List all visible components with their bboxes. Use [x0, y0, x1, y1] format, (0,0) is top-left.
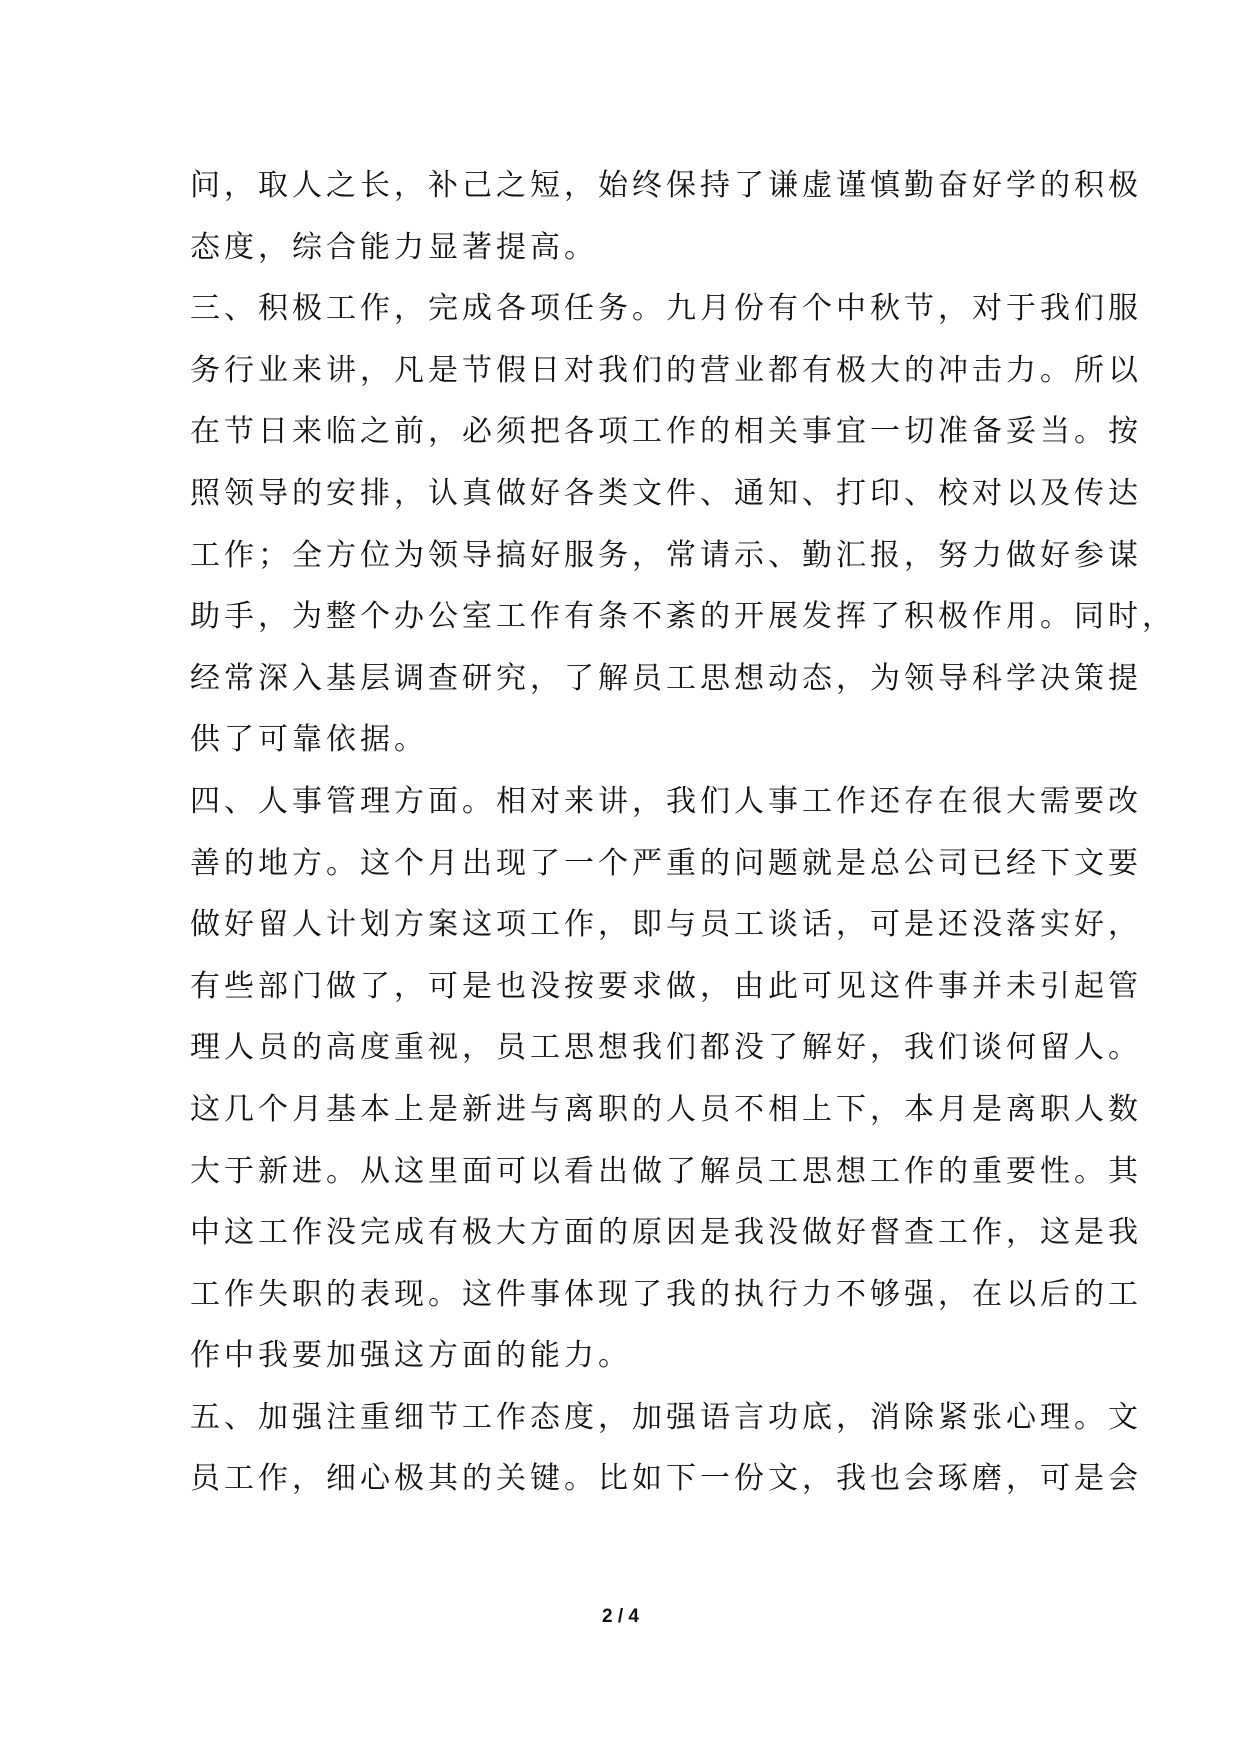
- text-line: 态度，综合能力显著提高。: [190, 229, 598, 265]
- text-line: 在节日来临之前，必须把各项工作的相关事宜一切准备妥当。按: [190, 414, 1142, 450]
- text-line: 工作失职的表现。这件事体现了我的执行力不够强，在以后的工: [190, 1276, 1142, 1312]
- text-line: 务行业来讲，凡是节假日对我们的营业都有极大的冲击力。所以: [190, 352, 1142, 388]
- text-line: 大于新进。从这里面可以看出做了解员工思想工作的重要性。其: [190, 1153, 1142, 1189]
- text-line: 中这工作没完成有极大方面的原因是我没做好督查工作，这是我: [190, 1215, 1142, 1251]
- text-line: 理人员的高度重视，员工思想我们都没了解好，我们谈何留人。: [190, 1030, 1142, 1066]
- text-line: 这几个月基本上是新进与离职的人员不相上下，本月是离职人数: [190, 1091, 1142, 1127]
- text-line: 员工作，细心极其的关键。比如下一份文，我也会琢磨，可是会: [190, 1461, 1142, 1497]
- text-line: 善的地方。这个月出现了一个严重的问题就是总公司已经下文要: [190, 845, 1142, 881]
- text-line: 四、人事管理方面。相对来讲，我们人事工作还存在很大需要改: [190, 783, 1142, 819]
- body-text: [190, 155, 1176, 1510]
- text-line: 供了可靠依据。: [190, 722, 428, 758]
- text-line: 五、加强注重细节工作态度，加强语言功底，消除紧张心理。文: [190, 1399, 1142, 1435]
- text-line: 做好留人计划方案这项工作，即与员工谈话，可是还没落实好，: [190, 907, 1142, 943]
- text-line: 助手，为整个办公室工作有条不紊的开展发挥了积极作用。同时，: [190, 599, 1176, 635]
- page-number: 2 / 4: [602, 1606, 639, 1627]
- text-line: 经常深入基层调查研究，了解员工思想动态，为领导科学决策提: [190, 660, 1142, 696]
- text-line: 照领导的安排，认真做好各类文件、通知、打印、校对以及传达: [190, 475, 1142, 511]
- text-line: 有些部门做了，可是也没按要求做，由此可见这件事并未引起管: [190, 968, 1142, 1004]
- text-line: 问，取人之长，补己之短，始终保持了谦虚谨慎勤奋好学的积极: [190, 168, 1142, 203]
- text-line: 三、积极工作，完成各项任务。九月份有个中秋节，对于我们服: [190, 291, 1142, 327]
- text-line: 工作；全方位为领导搞好服务，常请示、勤汇报，努力做好参谋: [190, 537, 1142, 573]
- text-line: 作中我要加强这方面的能力。: [190, 1338, 632, 1374]
